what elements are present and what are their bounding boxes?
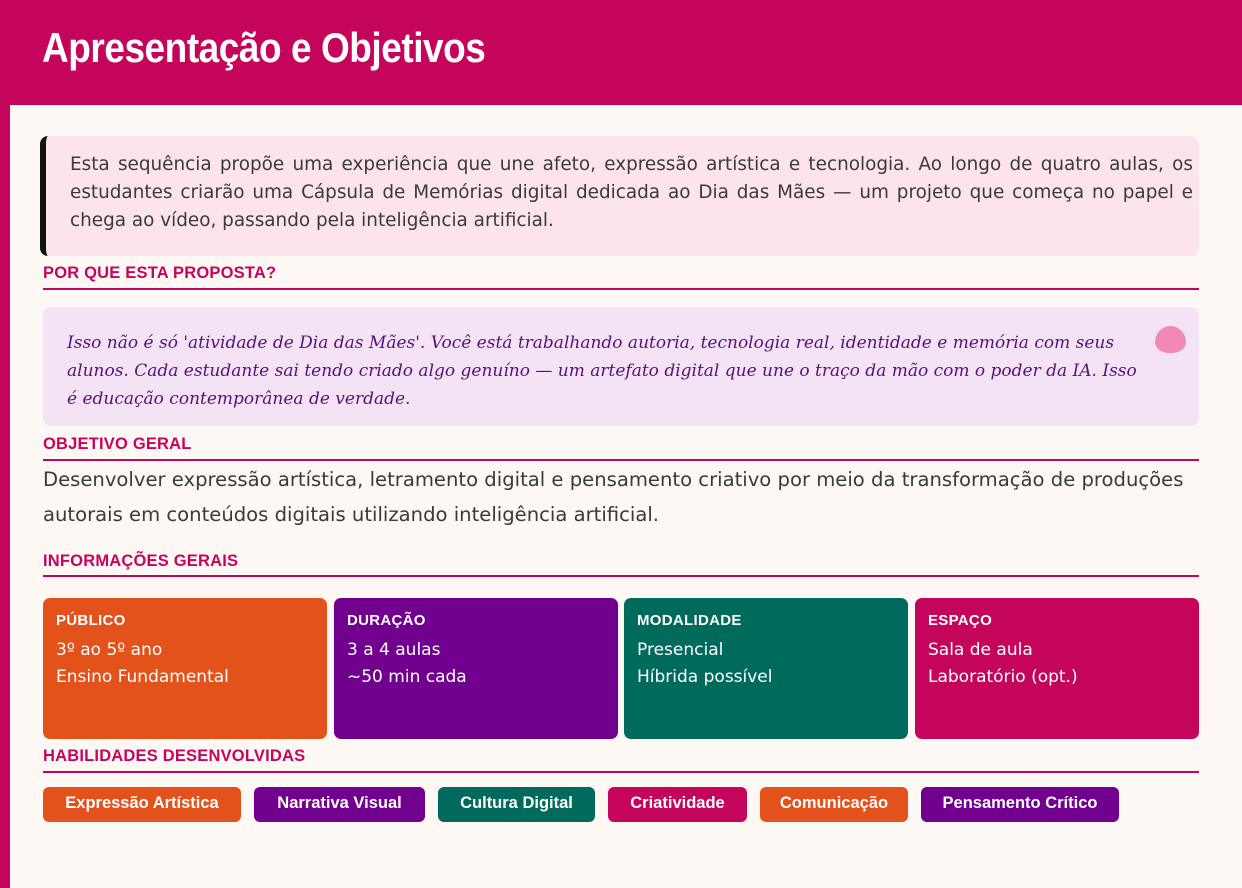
- info-card-line: 3 a 4 aulas: [347, 640, 441, 660]
- info-card-line: Presencial: [637, 640, 724, 660]
- objective-text: Desenvolver expressão artística, letramento digital e pensamento criativo por meio da transformação de produções autorais em conteúdos digitais utilizando inteligência artificial.: [43, 468, 1184, 526]
- info-card-modalidade: [624, 598, 908, 739]
- info-card-label: MODALIDADE: [637, 612, 742, 629]
- skills-section-title: HABILIDADES DESENVOLVIDAS: [43, 747, 306, 765]
- info-card-line: Híbrida possível: [637, 667, 773, 687]
- info-card-label: DURAÇÃO: [347, 612, 426, 629]
- skill-tag: Narrativa Visual: [254, 787, 425, 822]
- info-card-line: 3º ao 5º ano: [56, 640, 163, 660]
- skill-tag: Pensamento Crítico: [921, 787, 1119, 822]
- info-card-line: Sala de aula: [928, 640, 1033, 660]
- heart-blob-icon: [1155, 326, 1186, 353]
- why-section-divider: [43, 288, 1199, 290]
- objective-section-divider: [43, 459, 1199, 461]
- info-section-divider: [43, 575, 1199, 577]
- info-card-line: Ensino Fundamental: [56, 667, 229, 687]
- info-card-duracao: [334, 598, 618, 739]
- info-card-label: PÚBLICO: [56, 612, 126, 629]
- info-card-line: ~50 min cada: [347, 667, 467, 687]
- page-header: [0, 0, 1242, 105]
- page-title: Apresentação e Objetivos: [42, 24, 486, 71]
- skills-section-divider: [43, 771, 1199, 773]
- why-quote: Isso não é só 'atividade de Dia das Mães'. Você está trabalhando autoria, tecnologia real, identidade e memória com seus alunos. Cada estudante sai tendo criado algo genuíno — um artefato digital que une o traço da mão com o poder da IA. Isso é educação contemporânea de verdade.: [43, 307, 1199, 426]
- info-card-line: Laboratório (opt.): [928, 667, 1078, 687]
- why-section-title: POR QUE ESTA PROPOSTA?: [43, 264, 277, 282]
- skill-tag: Cultura Digital: [438, 787, 595, 822]
- objective-section-title: OBJETIVO GERAL: [43, 435, 192, 453]
- info-section-title: INFORMAÇÕES GERAIS: [43, 552, 239, 570]
- skill-tag: Comunicação: [760, 787, 908, 822]
- info-card-espaco: [915, 598, 1199, 739]
- info-card-label: ESPAÇO: [928, 612, 993, 629]
- intro-callout: Esta sequência propõe uma experiência que une afeto, expressão artística e tecnologia. Ao longo de quatro aulas, os estudantes criarão uma Cápsula de Memórias digital dedicada ao Dia das Mães — um projeto que começa no papel e chega ao vídeo, passando pela inteligência artificial.: [40, 136, 1199, 256]
- info-card-publico: [43, 598, 327, 739]
- skill-tag: Criatividade: [608, 787, 747, 822]
- skill-tag: Expressão Artística: [43, 787, 241, 822]
